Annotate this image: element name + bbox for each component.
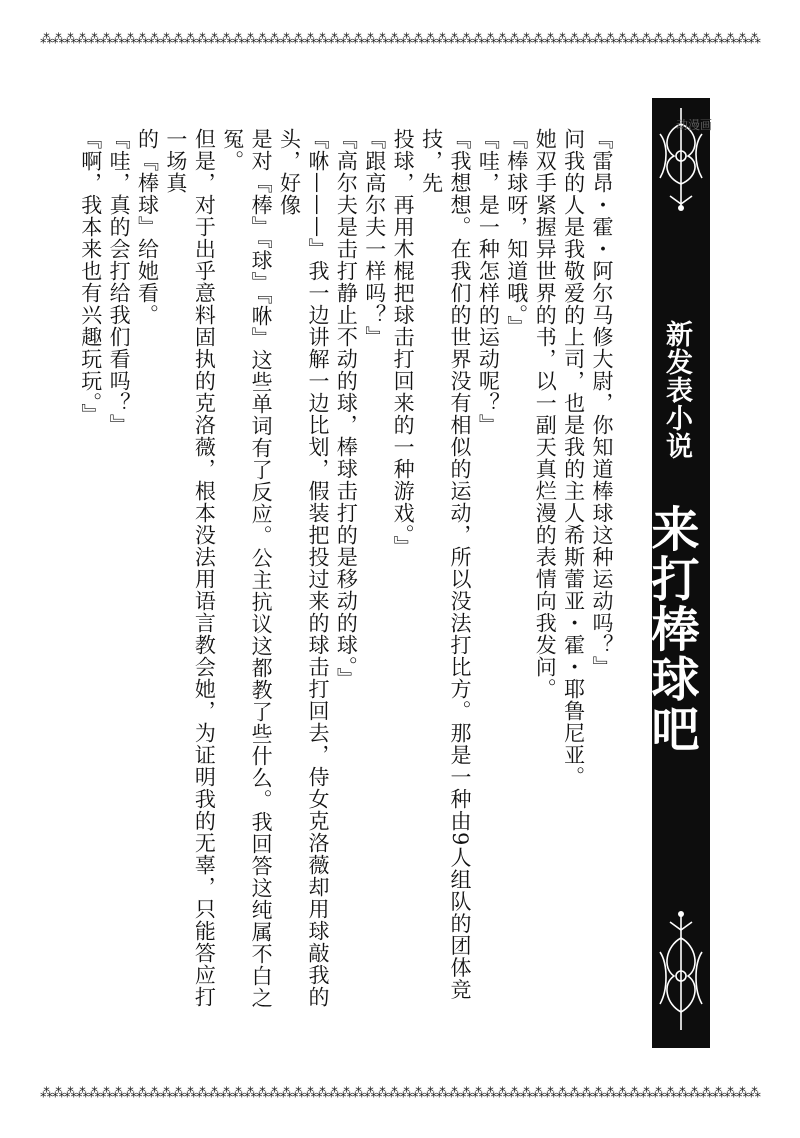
text-line: 『棒球呀，知道哦。』: [504, 128, 529, 338]
banner-bottom-flourish-icon: [652, 908, 710, 1038]
watermark: 动漫画: [676, 118, 713, 132]
novel-text: [76, 128, 616, 1028]
text-line: 但是，对于出乎意料固执的克洛薇，根本没法用语言教会她，为证明我的无辜，只能答应打一场真: [163, 128, 217, 1008]
category-label: 新发表小说: [661, 320, 692, 460]
text-line: 的『棒球』给她看。: [135, 128, 160, 326]
text-line: 『我想想。在我们的世界没有相似的运动，所以没法打比方。那是一种由9人组队的团体竞技，先: [419, 128, 472, 1001]
text-line: 『哇，是一种怎样的运动呢？』: [476, 128, 501, 436]
text-line: 是对『棒』『球』『咻』这些单词有了反应。公主抗议这都教了些什么。我回答这纯属不白之冤。: [220, 128, 274, 1009]
text-line: 『哇，真的会打给我们看吗？』: [107, 128, 132, 436]
title-banner: [643, 98, 713, 1048]
text-line: 『跟高尔夫一样吗？』: [362, 128, 387, 348]
text-line: 『高尔夫是击打静止不动的球，棒球击打的是移动的球。』: [334, 128, 359, 690]
text-line: 投球，再用木棍把球击打回来的一种游戏。』: [391, 128, 416, 558]
top-border-ornament: ⁂⁂⁂⁂⁂⁂⁂⁂⁂⁂⁂⁂⁂⁂⁂⁂⁂⁂⁂⁂⁂⁂⁂⁂⁂⁂⁂⁂⁂⁂⁂⁂⁂⁂⁂⁂⁂⁂⁂⁂⁂⁂⁂⁂⁂⁂⁂⁂⁂⁂⁂⁂⁂⁂⁂⁂⁂⁂⁂⁂: [40, 32, 760, 47]
bottom-border-ornament: ⁂⁂⁂⁂⁂⁂⁂⁂⁂⁂⁂⁂⁂⁂⁂⁂⁂⁂⁂⁂⁂⁂⁂⁂⁂⁂⁂⁂⁂⁂⁂⁂⁂⁂⁂⁂⁂⁂⁂⁂⁂⁂⁂⁂⁂⁂⁂⁂⁂⁂⁂⁂⁂⁂⁂⁂⁂⁂⁂⁂: [40, 1086, 760, 1101]
text-line: 『啊，我本来也有兴趣玩玩。』: [78, 128, 103, 426]
text-line: 问我的人是我敬爱的上司，也是我的主人希斯蕾亚・霍・耶鲁尼亚。: [561, 128, 586, 788]
text-line: 『雷昂・霍・阿尔马修大尉，你知道棒球这种运动吗？』: [590, 128, 614, 678]
story-title: 来打棒球吧: [643, 504, 699, 754]
text-line: 她双手紧握异世界的书，以一副天真烂漫的表情向我发问。: [533, 128, 558, 700]
text-line: 『咻———』我一边讲解一边比划，假装把投过来的球击打回去，侍女克洛薇却用球敲我的头，好像: [277, 128, 330, 1008]
